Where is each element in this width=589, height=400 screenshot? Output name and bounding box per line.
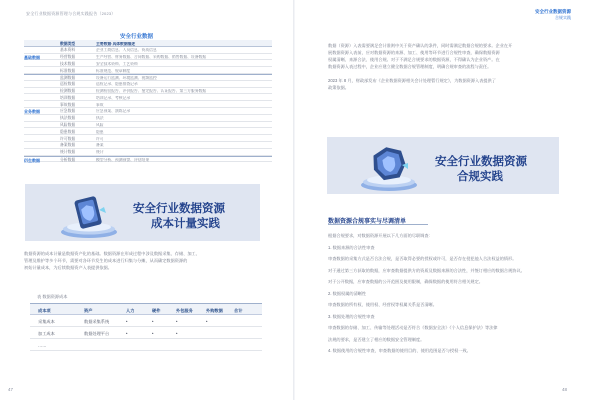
table-cell: 许可 <box>96 136 104 141</box>
table-caption: 表 数据资源成本 <box>37 294 68 299</box>
banner-title-line1: 安全行业数据资源 <box>435 156 527 168</box>
table-header-cell: 外购数据 <box>206 307 223 313</box>
paragraph-line: 数据资源入表过程中，企业应建立健全数据合规管理制度，明确合规审查的流程与责任。 <box>328 64 492 69</box>
row-category: 业务数据 <box>24 109 40 115</box>
checklist-line: 1. 数据来源的合法性审查 <box>328 244 375 250</box>
table-header-cell: 人力 <box>126 307 135 313</box>
checklist-line: 4. 数据使用的合规性审查，审查数据的使用目的、使用范围是否与授权一致。 <box>328 348 471 353</box>
paragraph-line: 管理及维护等多个环节，需要对各环节发生的成本进行归集与分摊，从而确定数据资源的 <box>24 258 188 263</box>
banner-title-line1: 安全行业数据资源 <box>133 203 225 215</box>
table-cell: 执法 <box>96 116 104 121</box>
table-cell: 备案 <box>96 143 104 148</box>
running-head: 安全行业数据资源管理与合规实践报告（2023） <box>26 11 116 16</box>
table-cell: 培训数据 <box>60 95 76 100</box>
table-row <box>30 315 262 327</box>
table-row <box>24 94 272 101</box>
table-cell: 备案数据 <box>60 143 76 148</box>
table-header-row <box>30 303 262 315</box>
checklist-line: 法规的要求，是否建立了相应的数据安全管理制度。 <box>328 336 425 342</box>
table-cell: 巡检记录、隐患排查记录 <box>96 82 138 87</box>
table-cell: 监测数据 <box>60 76 76 81</box>
table-cell: 隐患 <box>96 129 104 134</box>
table-cell: 采集成本 <box>38 318 55 324</box>
table-row <box>24 156 272 163</box>
table-cell: 经营数据 <box>60 55 76 60</box>
row-category: 基础数据 <box>24 54 40 60</box>
table-cell: 检测数据 <box>60 89 76 94</box>
table-cell: …… <box>38 342 47 348</box>
data-types-table <box>24 40 272 162</box>
paragraph-line: 数据（资源）入表需要满足会计准则中关于资产确认的条件，同时需满足数据合规的要求。企业在开 <box>328 43 513 48</box>
checklist <box>328 230 568 357</box>
table-cell: 统计数据 <box>60 150 76 155</box>
table-cell: 技术数据 <box>60 61 76 66</box>
checklist-line: 审查数据的存储、加工、传输等处理活动是否符合《数据安全法》《个人信息保护法》等法律 <box>328 325 498 330</box>
table-header-cell: 成本项 <box>38 307 51 313</box>
brand-line2: 合规实践 <box>555 15 571 20</box>
table-cell: 统计 <box>96 150 104 155</box>
paragraph-line: 政策依据。 <box>328 85 349 90</box>
table-header-cell: 主要数据·具体数据描述 <box>96 41 136 46</box>
checklist-line: 3. 数据处理的合规性审查 <box>328 313 375 319</box>
checklist-line: 对于通过第三方获取的数据，应审查数据提供方的资质及数据来源的合法性，并签订相应的数据合规协议。 <box>328 267 525 273</box>
section-banner <box>25 184 260 241</box>
paragraph-line: 数据资源的成本计量是数据资产化的基础。数据资源在形成过程中涉及数据采集、存储、加工、 <box>24 251 200 256</box>
table-header-cell: 外包服务 <box>176 307 193 313</box>
table-row <box>24 135 272 142</box>
table-row <box>24 88 272 95</box>
table-cell: 风险数据 <box>60 123 76 128</box>
table-cell: • <box>176 318 178 324</box>
table-row <box>24 128 272 135</box>
page-number: 47 <box>8 387 14 392</box>
table-row <box>24 47 272 54</box>
checklist-line: 审查数据的所有权、使用权、经营权等权属关系是否清晰。 <box>328 302 437 307</box>
table-cell: 设备运行监测、环境监测、视频监控 <box>96 76 157 81</box>
body-paragraph <box>24 250 272 271</box>
table-header-row <box>24 40 272 47</box>
table-row <box>24 142 272 149</box>
table-cell: 企业工商信息、人员信息、资质信息 <box>96 48 157 53</box>
table-cell: 数据采集系统 <box>84 318 110 324</box>
table-cell: 分析数据 <box>60 158 76 163</box>
page-number: 48 <box>561 387 567 392</box>
banner-title-line2: 合规实践 <box>457 171 503 183</box>
checklist-line: 对于公开数据，应审查数据的公开范围及使用限制，确保数据的使用符合相关规定。 <box>328 279 483 284</box>
table-row <box>24 115 272 122</box>
table-row <box>24 101 272 108</box>
checklist-line: 根据合规要求，对数据资源开展以下几方面的尽职调查： <box>328 233 433 238</box>
table-header-cell: 数据类型 <box>60 41 76 46</box>
table-header-cell: 硬件 <box>152 307 161 313</box>
table-cell: 风险 <box>96 123 104 128</box>
paragraph-line: 初始计量成本，为后续数据资产入表提供依据。 <box>24 265 112 270</box>
table-header-cell: 资产 <box>84 307 93 313</box>
table-cell: 标准规范、规章制度 <box>96 68 131 73</box>
table-row <box>24 74 272 81</box>
table-row <box>24 60 272 67</box>
table-cell: 巡检数据 <box>60 82 76 87</box>
table-cell: 模型分析、预测预警、评估结果 <box>96 158 150 163</box>
table-cell: • <box>152 330 154 336</box>
table-title: 安全行业数据 <box>120 34 154 40</box>
checklist-line: 审查数据的采集方式是否合法合规，是否取得必要的授权或许可，是否存在侵犯他人合法权益的情形。 <box>328 256 517 261</box>
table-cell: • <box>126 318 128 324</box>
table-cell: 标准数据 <box>60 68 76 73</box>
table-cell: • <box>152 318 154 324</box>
checklist-line: 2. 数据权属的清晰性 <box>328 290 367 296</box>
section-divider <box>328 224 428 225</box>
paragraph-line: 2023 年 8 月，财政部发布《企业数据资源相关会计处理暂行规定》，为数据资源入表提供了 <box>328 78 496 83</box>
table-cell: 应急预案、演练记录 <box>96 109 131 114</box>
table-cell: • <box>126 330 128 336</box>
table-cell: 基本资料 <box>60 48 76 53</box>
table-cell: 安全技术资料、工艺资料 <box>96 61 138 66</box>
table-row <box>24 108 272 115</box>
table-cell: 培训记录、考核记录 <box>96 95 131 100</box>
table-cell: 事故数据 <box>60 102 76 107</box>
table-row <box>24 67 272 74</box>
brand-line1: 安全行业数据资源 <box>535 9 571 14</box>
left-page <box>0 0 294 400</box>
table-cell: 执法数据 <box>60 116 76 121</box>
table-row <box>24 122 272 129</box>
paragraph-line <box>328 70 578 77</box>
table-header-cell: 合计 <box>234 307 243 313</box>
tablet-shield-illustration-icon <box>55 188 125 240</box>
table-row <box>24 54 272 61</box>
cost-table <box>30 303 262 351</box>
table-cell: 生产经营、财务数据、合同数据、采购数据、销售数据、设备数据 <box>96 55 207 60</box>
row-category: 衍生数据 <box>24 157 40 163</box>
intro-paragraph <box>328 42 578 91</box>
paragraph-line: 展数据资源入表前，应对数据资源的来源、加工、使用等环节进行合规性审查，确保数据资源 <box>328 50 500 55</box>
banner-title-line2: 成本计量实践 <box>151 218 220 230</box>
table-cell: 应急数据 <box>60 109 76 114</box>
table-cell: 数据处理平台 <box>84 330 110 336</box>
table-row <box>24 149 272 156</box>
table-row <box>24 81 272 88</box>
table-cell: • <box>176 330 178 336</box>
brand-mark <box>535 9 571 21</box>
table-row <box>30 339 262 351</box>
table-cell: 隐患数据 <box>60 129 76 134</box>
shield-badge-illustration-icon <box>355 141 425 193</box>
table-cell: • <box>206 318 208 324</box>
table-cell: 加工成本 <box>38 330 55 336</box>
section-banner <box>327 137 559 194</box>
section-title: 数据资源合规事实与尽调清单 <box>328 219 407 225</box>
table-cell: 检测检验报告、评价报告、鉴定报告、认证报告、第三方服务数据 <box>96 89 207 94</box>
paragraph-line: 权属清晰、来源合法、使用合规。对于不满足合规要求的数据资源，不得确认为企业资产。在 <box>328 57 500 62</box>
table-cell: 许可数据 <box>60 136 76 141</box>
table-row <box>30 327 262 339</box>
table-cell: 事故 <box>96 102 104 107</box>
